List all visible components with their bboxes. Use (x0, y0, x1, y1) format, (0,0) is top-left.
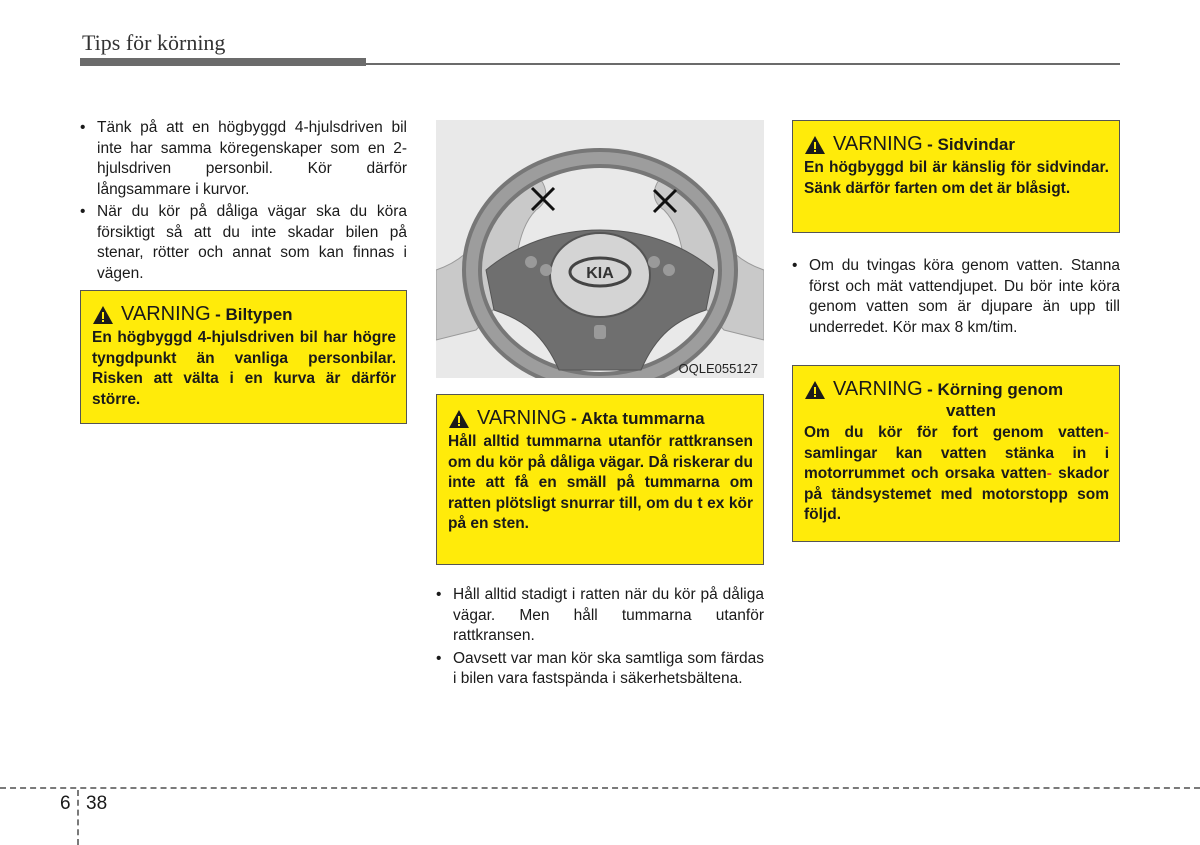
warning-box-biltypen (80, 290, 407, 424)
warning-word: VARNING (833, 133, 923, 155)
list-item: • Tänk på att en högbyggd 4-hjulsdriven bil inte har samma köregenskaper som en 2-hjulsdriven personbil. Kör därför långsammare i kurvor. (80, 119, 407, 198)
middle-column (436, 585, 764, 692)
warning-triangle-icon (804, 380, 826, 400)
warning-box-sidvindar (792, 120, 1120, 233)
warning-body: En högbyggd 4-hjulsdriven bil har högre tyngdpunkt än vanliga personbilar. Risken att välta i en kurva är därför större. (92, 329, 396, 408)
list-item: • Om du tvingas köra genom vatten. Stanna först och mät vattendjupet. Du bör inte köra genom vatten som är djupare än upp till underredet. Kör max 8 km/tim. (792, 257, 1120, 336)
warning-body: Om du kör för fort genom vatten- samlingar kan vatten stänka in i motorrummet och orsaka vatten- skador på tändsystemet med motorstopp som följd. (804, 424, 1109, 523)
left-bullet-list (80, 118, 407, 284)
right-column (792, 256, 1120, 340)
warning-body: Håll alltid tummarna utanför rattkransen om du kör på dåliga vägar. Då riskerar du inte att få en smäll på tummarna om ratten plötsligt snurrar till, om du t ex kör på en sten. (448, 433, 753, 532)
page-number: 38 (86, 793, 108, 814)
steering-wheel-figure (436, 120, 764, 378)
middle-bullet-list (436, 585, 764, 690)
warning-subtitle-line2: vatten (945, 401, 997, 420)
footer-divider (77, 790, 79, 845)
footer-rule (0, 787, 1200, 789)
list-item: • Håll alltid stadigt i ratten när du kör på dåliga vägar. Men håll tummarna utanför rattkransen. (436, 586, 764, 644)
left-column (80, 118, 407, 286)
figure-caption: OQLE055127 (678, 361, 758, 376)
list-item: • Oavsett var man kör ska samtliga som färdas i bilen vara fastspända i säkerhetsbältena. (436, 649, 764, 687)
right-bullet-list (792, 256, 1120, 338)
warning-box-akta-tummarna (436, 394, 764, 565)
warning-triangle-icon (804, 135, 826, 155)
warning-subtitle: - Körning genom (927, 380, 1064, 399)
page-title: Tips för körning (82, 30, 226, 55)
header-bar (80, 58, 366, 66)
warning-word: VARNING (477, 407, 567, 429)
chapter-number: 6 (60, 793, 71, 814)
header-rule (366, 63, 1120, 65)
steering-wheel-illustration (436, 120, 764, 378)
cross-mark-icon (532, 188, 676, 212)
kia-logo: KIA (586, 265, 614, 282)
warning-subtitle: - Biltypen (215, 305, 293, 324)
warning-word: VARNING (833, 378, 923, 400)
warning-subtitle: - Sidvindar (927, 135, 1015, 154)
list-item: • När du kör på dåliga vägar ska du köra försiktigt så att du inte skadar bilen på stenar, rötter och annat som kan finnas i vägen. (80, 203, 407, 282)
warning-triangle-icon (448, 409, 470, 429)
warning-word: VARNING (121, 303, 211, 325)
warning-body: En högbyggd bil är känslig för sidvindar. Sänk därför farten om det är blåsigt. (804, 159, 1109, 197)
warning-subtitle: - Akta tummarna (571, 409, 705, 428)
warning-box-korning-genom-vatten (792, 365, 1120, 542)
warning-triangle-icon (92, 305, 114, 325)
